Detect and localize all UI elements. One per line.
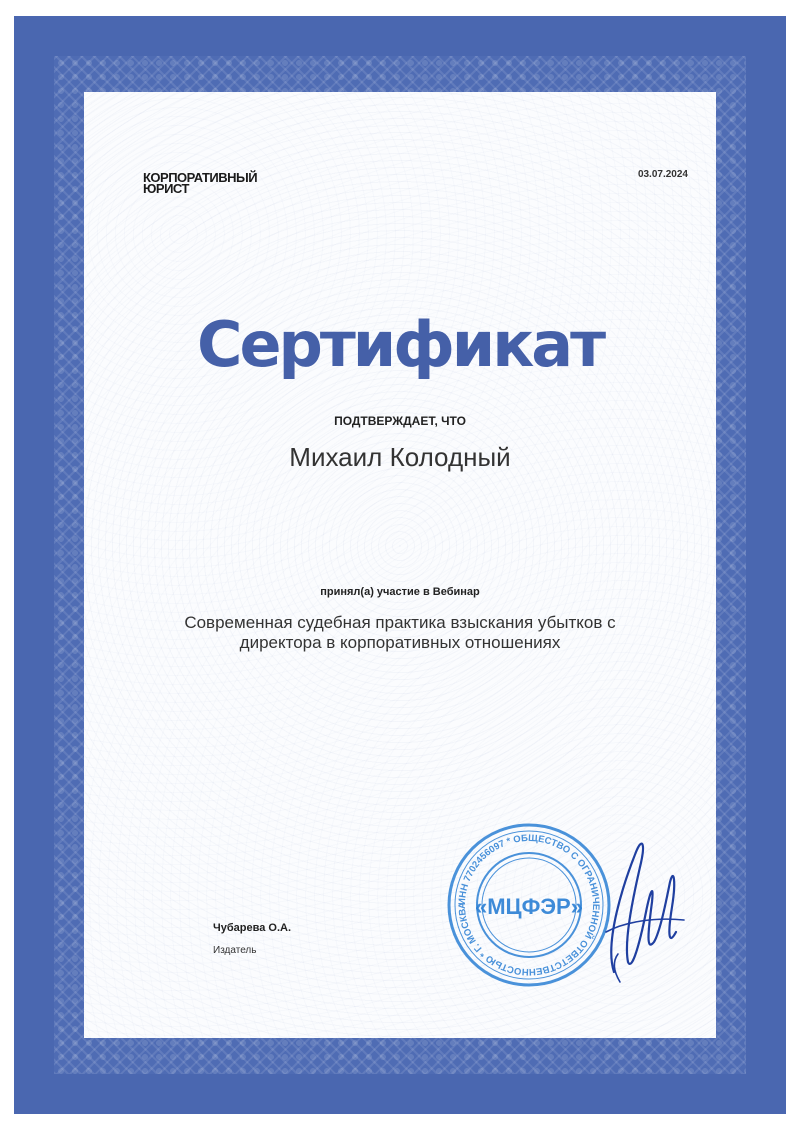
webinar-title-line-2: директора в корпоративных отношениях (239, 633, 561, 652)
signer-role: Издатель (213, 945, 257, 956)
signer-name: Чубарева О.А. (213, 922, 291, 934)
logo-line-2: ЮРИСТ (143, 181, 189, 196)
confirms-text: ПОДТВЕРЖДАЕТ, ЧТО (334, 414, 466, 428)
recipient-name: Михаил Колодный (289, 442, 511, 472)
stamp-center-text: «МЦФЭР» (475, 894, 583, 919)
participation-text: принял(а) участие в Вебинар (320, 586, 480, 598)
webinar-title-line-1: Современная судебная практика взыскания убытков с (184, 613, 616, 632)
issue-date: 03.07.2024 (637, 169, 688, 180)
certificate-frame (14, 16, 786, 1114)
certificate-title: Сертификат (196, 308, 604, 381)
logo-korporativny-yurist (143, 172, 257, 194)
handwritten-signature (584, 822, 694, 992)
stamp-ring-text: ИНН 7702456097 * ОБЩЕСТВО С ОГРАНИЧЕННОЙ ОТВЕТСТВЕННОСТЬЮ * Г. МОСКВА (456, 832, 602, 978)
webinar-title (144, 613, 656, 653)
logo-line-1: КОРПОРАТИВНЫЙ (143, 170, 258, 185)
certificate-paper (84, 92, 716, 1038)
